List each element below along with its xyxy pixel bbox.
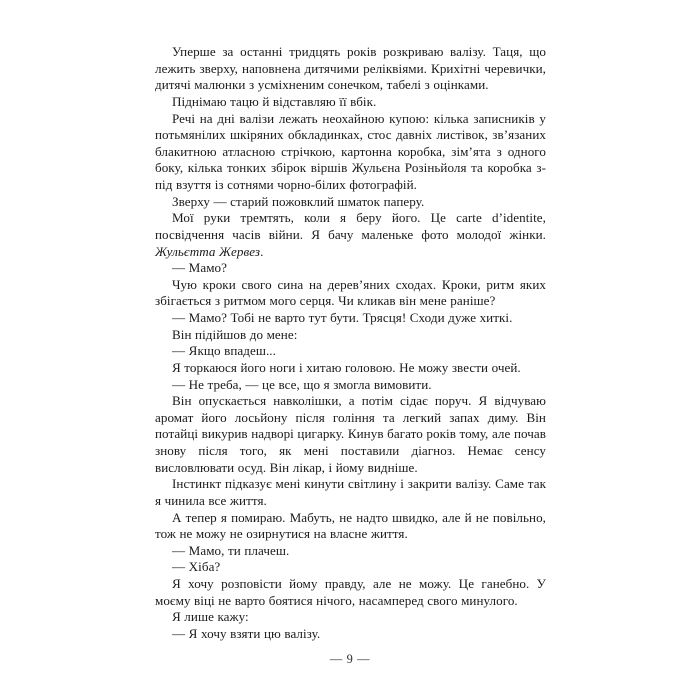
dialogue-line: — Якщо впадеш...	[172, 343, 276, 359]
paragraph-text-after: .	[260, 243, 264, 259]
dialogue-line: — Мамо, ти плачеш.	[172, 542, 290, 558]
paragraph-with-italic-name	[155, 210, 546, 260]
paragraph: Піднімаю тацю й відставляю її вбік.	[172, 93, 377, 109]
character-name-italic: Жульєтта Жервез	[155, 243, 261, 259]
paragraph: Зверху — старий пожовклий шматок паперу.	[172, 193, 425, 209]
paragraph: Я хочу розповісти йому правду, але не можу. Це ганебно. У моєму віці не варто боятися нічого, насамперед свого минулого.	[155, 576, 546, 608]
dialogue-line: — Хіба?	[172, 559, 221, 575]
page-text-block	[155, 44, 546, 643]
paragraph: Чую кроки свого сина на дерев’яних сходах. Кроки, ритм яких збігається з ритмом мого серця. Чи кликав він мене раніше?	[155, 276, 546, 309]
dialogue-line: — Мамо? Тобі не варто тут бути. Трясця! Сходи дуже хиткі.	[172, 310, 513, 325]
dialogue-line: — Я хочу взяти цю валізу.	[172, 625, 321, 641]
paragraph: Він підійшов до мене:	[172, 326, 298, 342]
paragraph: Я торкаюся його ноги і хитаю головою. Не можу звести очей.	[172, 359, 521, 375]
dialogue-line: — Не треба, — це все, що я змогла вимовити.	[172, 376, 432, 392]
paragraph-text-before: Мої руки тремтять, коли я беру його. Це carte d’identite, посвідчення часів війни. Я бачу маленьке фото молодої жінки.	[155, 210, 546, 242]
page-number-folio: — 9 —	[329, 652, 371, 666]
paragraph: Інстинкт підказує мені кинути світлину і закрити валізу. Саме так я чинила все життя.	[155, 476, 546, 508]
paragraph: Я лише кажу:	[172, 609, 249, 625]
paragraph: Він опускається навколішки, а потім сідає поруч. Я відчуваю аромат його лосьйону після гоління та легкий запах диму. Він потайці викурив надворі цигарку. Кинув багато років тому, але почав знову після того, як мені поставили діагноз. Немає сенсу висловлювати осуд. Він лікар, і йому видніше.	[155, 393, 546, 475]
paragraph: Речі на дні валізи лежать неохайною купою: кілька записників у потьмянілих шкіряних обкладинках, стос давніх листівок, зв’язаних блакитною атласною стрічкою, картонна коробка, зім’ята з одного боку, кілька тонких збірок віршів Жульєна Розіньйоля та коробка з-під взуття із сотнями чорно-білих фотографій.	[155, 110, 546, 192]
paragraph: А тепер я помираю. Мабуть, не надто швидко, але й не повільно, тож не можу не озирнутися на власне життя.	[155, 509, 546, 542]
paragraph: Уперше за останні тридцять років розкриваю валізу. Таця, що лежить зверху, наповнена дитячими реліквіями. Крихітні черевички, дитячі малюнки з усміхненим сонечком, табелі з оцінками.	[155, 44, 546, 93]
dialogue-line: — Мамо?	[172, 260, 228, 276]
